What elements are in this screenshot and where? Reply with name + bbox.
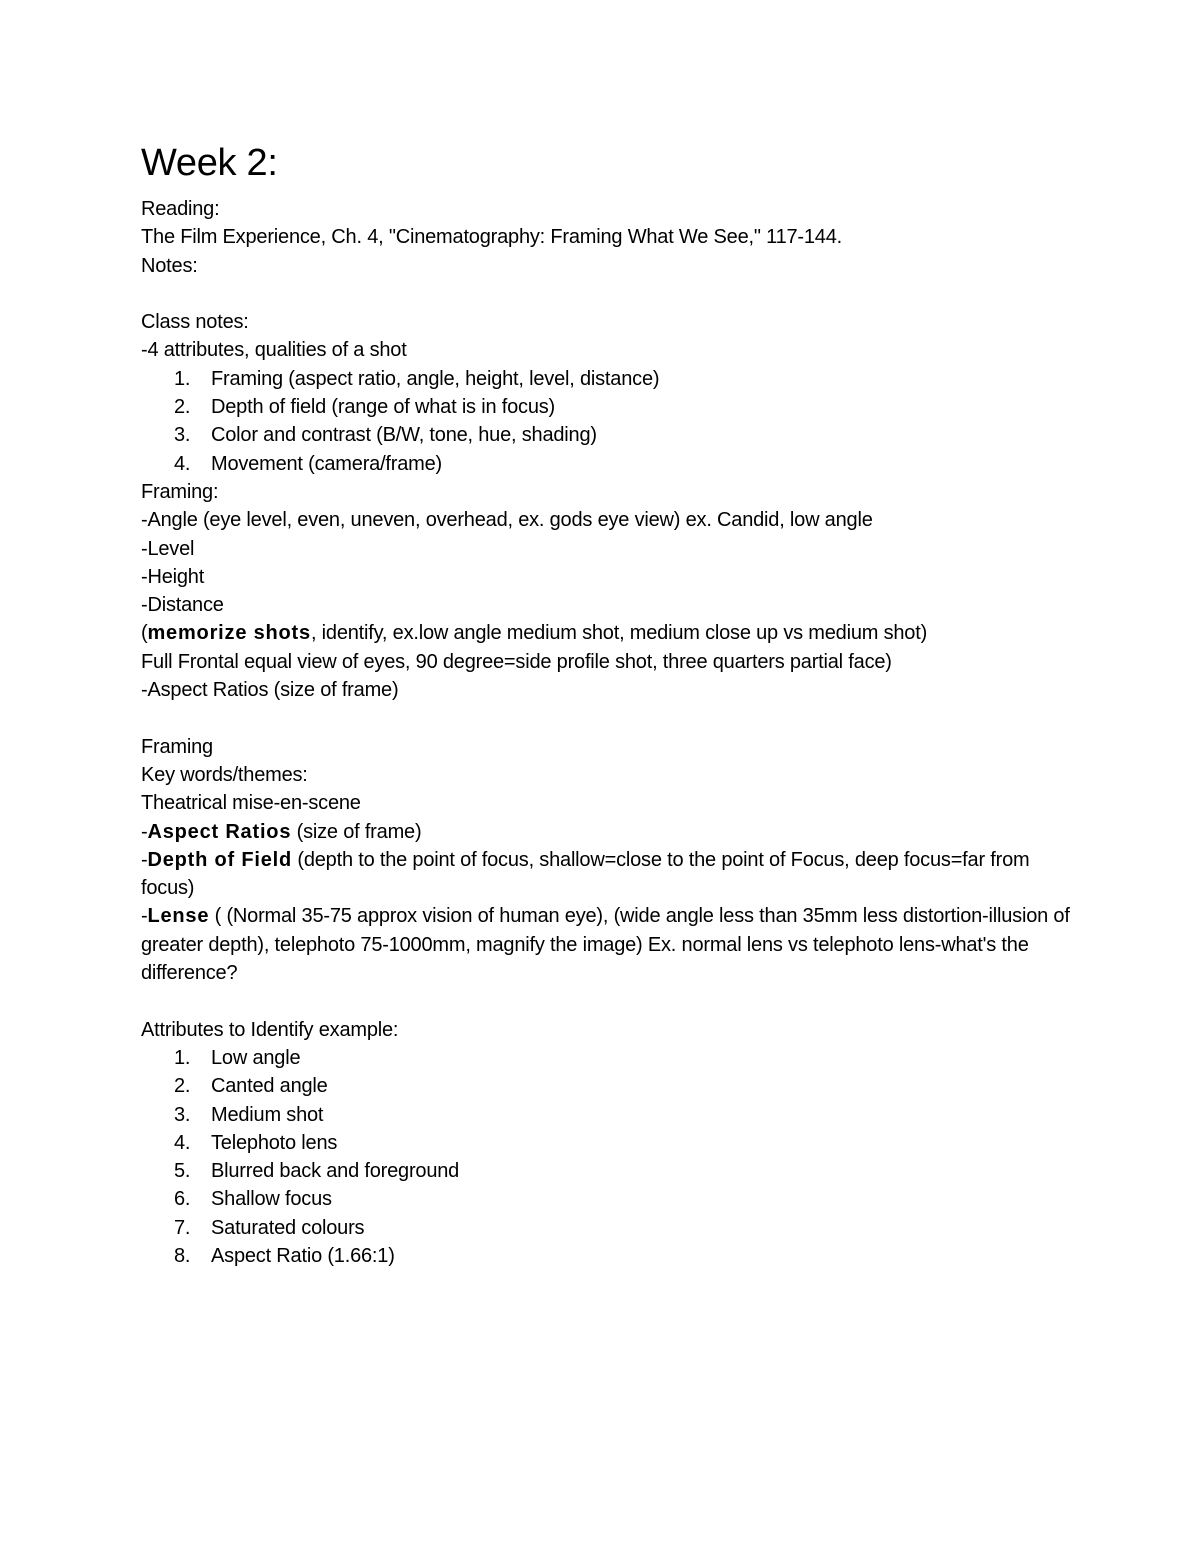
- list-number: 1.: [174, 367, 191, 390]
- list-text: Framing (aspect ratio, angle, height, level, distance): [211, 367, 660, 390]
- keyword-dash: -: [141, 848, 148, 871]
- attributes-intro: -4 attributes, qualities of a shot: [141, 339, 407, 362]
- list-item: [141, 1242, 1076, 1270]
- list-number: 3.: [174, 424, 191, 447]
- attributes-list: [141, 365, 1076, 478]
- list-text: Canted angle: [211, 1075, 328, 1098]
- list-item: [141, 1044, 1076, 1072]
- memorize-bold: memorize shots: [147, 622, 311, 645]
- framing-heading: Framing: [141, 735, 213, 758]
- notes-label: Notes:: [141, 254, 198, 277]
- keyword-depth: [141, 846, 1076, 903]
- memorize-open: (: [141, 622, 148, 645]
- list-number: 2.: [174, 396, 191, 419]
- list-item: [141, 450, 1076, 478]
- list-text: Telephoto lens: [211, 1131, 338, 1154]
- list-item: [141, 1185, 1076, 1213]
- framing-label: Framing:: [141, 480, 219, 503]
- keywords-label: Key words/themes:: [141, 763, 308, 786]
- keyword-dash: -: [141, 905, 148, 928]
- reading-text: The Film Experience, Ch. 4, "Cinematography: Framing What We See," 117-144.: [141, 226, 842, 249]
- framing-level: -Level: [141, 537, 195, 560]
- keyword-lense-bold: Lense: [147, 905, 210, 928]
- list-item: [141, 1072, 1076, 1100]
- list-number: 8.: [174, 1244, 191, 1267]
- list-number: 3.: [174, 1103, 191, 1126]
- list-number: 5.: [174, 1160, 191, 1183]
- spacer: [141, 280, 1076, 308]
- aspect-ratios-line: -Aspect Ratios (size of frame): [141, 679, 399, 702]
- full-frontal-line: Full Frontal equal view of eyes, 90 degree=side profile shot, three quarters partial face): [141, 650, 892, 673]
- memorize-line: [141, 619, 1076, 647]
- identify-list: [141, 1044, 1076, 1270]
- document-page: [141, 140, 1076, 1270]
- keyword-aspect-rest: (size of frame): [291, 820, 422, 843]
- list-item: [141, 421, 1076, 449]
- memorize-rest: , identify, ex.low angle medium shot, medium close up vs medium shot): [310, 622, 928, 645]
- list-text: Low angle: [211, 1046, 301, 1069]
- framing-angle: -Angle (eye level, even, uneven, overhead, ex. gods eye view) ex. Candid, low angle: [141, 509, 873, 532]
- list-text: Medium shot: [211, 1103, 324, 1126]
- list-text: Color and contrast (B/W, tone, hue, shading): [211, 424, 597, 447]
- framing-distance: -Distance: [141, 594, 224, 617]
- list-item: [141, 1214, 1076, 1242]
- spacer: [141, 704, 1076, 732]
- list-item: [141, 1101, 1076, 1129]
- list-number: 2.: [174, 1075, 191, 1098]
- keyword-depth-bold: Depth of Field: [147, 848, 292, 871]
- keyword-aspect: [141, 818, 1076, 846]
- list-number: 4.: [174, 1131, 191, 1154]
- keyword-aspect-bold: Aspect Ratios: [147, 820, 292, 843]
- list-text: Movement (camera/frame): [211, 452, 443, 475]
- list-number: 1.: [174, 1046, 191, 1069]
- list-number: 6.: [174, 1188, 191, 1211]
- list-item: [141, 1157, 1076, 1185]
- reading-label: Reading:: [141, 198, 220, 220]
- list-item: [141, 393, 1076, 421]
- list-text: Depth of field (range of what is in focus): [211, 396, 556, 419]
- keyword-depth-rest: (depth to the point of focus, shallow=close to the point of Focus, deep focus=far from focus): [141, 848, 1035, 900]
- page-title: Week 2:: [141, 142, 278, 184]
- keyword-dash: -: [141, 820, 148, 843]
- list-text: Shallow focus: [211, 1188, 332, 1211]
- list-item: [141, 1129, 1076, 1157]
- theatrical-line: Theatrical mise-en-scene: [141, 792, 361, 815]
- class-notes-label: Class notes:: [141, 311, 249, 334]
- list-text: Saturated colours: [211, 1216, 365, 1239]
- framing-height: -Height: [141, 565, 205, 588]
- list-number: 7.: [174, 1216, 191, 1239]
- list-item: [141, 365, 1076, 393]
- list-text: Aspect Ratio (1.66:1): [211, 1244, 395, 1267]
- list-text: Blurred back and foreground: [211, 1160, 460, 1183]
- spacer: [141, 987, 1076, 1015]
- list-number: 4.: [174, 452, 191, 475]
- identify-label: Attributes to Identify example:: [141, 1018, 399, 1041]
- keyword-lense: [141, 902, 1076, 987]
- keyword-lense-rest: ( (Normal 35-75 approx vision of human eye), (wide angle less than 35mm less distortion-illusion of greater depth), telephoto 75-1000mm, magnify the image) Ex. normal lens vs telephoto lens-what's the difference?: [141, 905, 1076, 985]
